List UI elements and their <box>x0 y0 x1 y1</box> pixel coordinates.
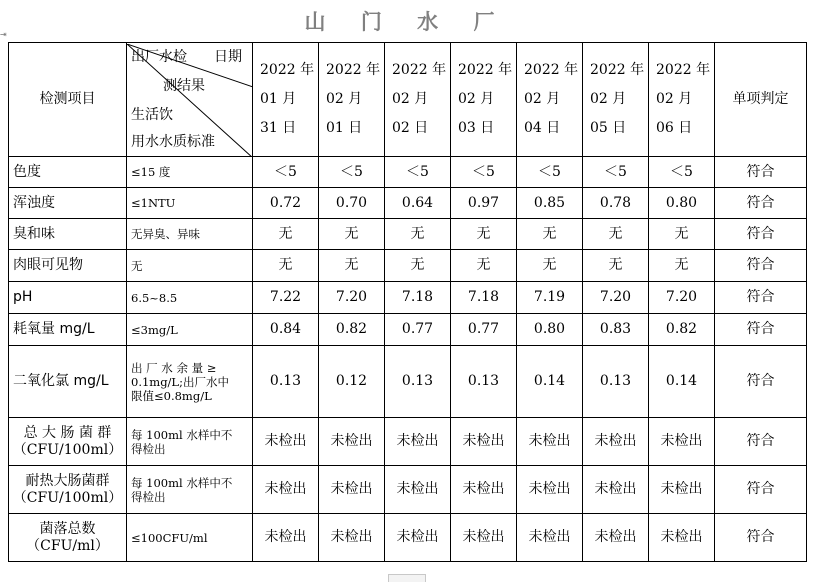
row-standard-line: ≤3mg/L <box>131 322 178 337</box>
table-row <box>9 219 807 250</box>
row-value: 未检出 <box>385 466 451 514</box>
row-value: 0.85 <box>517 188 583 219</box>
row-value: 无 <box>451 219 517 250</box>
row-value: ＜5 <box>451 157 517 188</box>
row-standard-line: 无异臭、异味 <box>131 227 200 241</box>
row-standard <box>127 282 253 314</box>
row-value: 未检出 <box>451 514 517 562</box>
row-item-line: （CFU/100ml） <box>12 489 123 506</box>
row-value: 0.14 <box>649 346 715 418</box>
row-item: 肉眼可见物 <box>9 250 127 282</box>
row-standard-line: 得检出 <box>131 489 166 504</box>
row-item <box>9 418 127 466</box>
row-item-line: （CFU/ml） <box>26 537 109 554</box>
row-standard-line: 每 100ml 水样中不 <box>131 427 233 442</box>
table-row <box>9 250 807 282</box>
header-date-1: 2022 年 02 月 01 日 <box>319 43 385 157</box>
header-date-2: 2022 年 02 月 02 日 <box>385 43 451 157</box>
row-value: 未检出 <box>583 514 649 562</box>
header-row <box>9 43 807 157</box>
row-item-line: 耐热大肠菌群 <box>25 472 110 489</box>
row-item: 色度 <box>9 157 127 188</box>
header-date-0: 2022 年 01 月 31 日 <box>253 43 319 157</box>
row-value: ＜5 <box>385 157 451 188</box>
row-item-line: 菌落总数 <box>39 520 96 537</box>
row-standard <box>127 188 253 219</box>
row-value: 未检出 <box>319 514 385 562</box>
row-value: 无 <box>517 250 583 282</box>
row-value: 未检出 <box>319 418 385 466</box>
row-verdict: 符合 <box>715 282 807 314</box>
row-standard-line: ≤15 度 <box>131 165 171 179</box>
row-standard <box>127 346 253 418</box>
row-standard-line: 0.1mg/L;出厂水中 <box>131 374 229 389</box>
row-standard-line: ≤1NTU <box>131 196 176 210</box>
row-value: 0.72 <box>253 188 319 219</box>
row-value: 0.13 <box>583 346 649 418</box>
table-row <box>9 514 807 562</box>
row-value: ＜5 <box>319 157 385 188</box>
row-value: 0.14 <box>517 346 583 418</box>
row-standard-line: 无 <box>131 258 143 273</box>
row-value: 0.13 <box>385 346 451 418</box>
row-item <box>9 514 127 562</box>
row-standard-line: 得检出 <box>131 441 166 456</box>
row-value: 未检出 <box>385 418 451 466</box>
row-standard-line: 限值≤0.8mg/L <box>131 388 212 403</box>
row-value: 0.97 <box>451 188 517 219</box>
row-item-line: 总 大 肠 菌 群 <box>23 424 112 441</box>
row-standard-line: 出 厂 水 余 量 ≥ <box>131 360 217 375</box>
row-item: 浑浊度 <box>9 188 127 219</box>
row-standard <box>127 157 253 188</box>
row-value: 未检出 <box>517 466 583 514</box>
row-value: 未检出 <box>649 466 715 514</box>
header-standard-label-1: 生活饮 <box>131 106 173 123</box>
row-value: 7.20 <box>319 282 385 314</box>
row-verdict: 符合 <box>715 314 807 346</box>
row-value: 0.80 <box>517 314 583 346</box>
row-item: 二氧化氯 mg/L <box>9 346 127 418</box>
row-value: 未检出 <box>253 418 319 466</box>
row-value: 未检出 <box>583 466 649 514</box>
row-value: 无 <box>649 250 715 282</box>
row-value: 未检出 <box>451 418 517 466</box>
row-standard <box>127 466 253 514</box>
row-verdict: 符合 <box>715 157 807 188</box>
row-verdict: 符合 <box>715 219 807 250</box>
row-verdict: 符合 <box>715 466 807 514</box>
header-verdict-col: 单项判定 <box>715 43 807 157</box>
row-verdict: 符合 <box>715 346 807 418</box>
header-result-label-2: 测结果 <box>163 77 205 94</box>
row-standard-line: 6.5~8.5 <box>131 290 178 305</box>
row-value: 7.18 <box>451 282 517 314</box>
row-standard <box>127 250 253 282</box>
row-verdict: 符合 <box>715 188 807 219</box>
row-standard-line: 每 100ml 水样中不 <box>131 475 233 490</box>
table-row <box>9 314 807 346</box>
row-value: 未检出 <box>253 514 319 562</box>
row-value: 未检出 <box>517 418 583 466</box>
row-value: 7.22 <box>253 282 319 314</box>
row-value: 无 <box>385 250 451 282</box>
row-value: 0.84 <box>253 314 319 346</box>
row-value: 7.18 <box>385 282 451 314</box>
row-value: 无 <box>649 219 715 250</box>
row-value: ＜5 <box>517 157 583 188</box>
row-verdict: 符合 <box>715 514 807 562</box>
header-standard-label-2: 用水水质标准 <box>131 133 215 150</box>
row-value: 0.12 <box>319 346 385 418</box>
row-value: ＜5 <box>583 157 649 188</box>
row-item: 臭和味 <box>9 219 127 250</box>
row-value: 无 <box>319 219 385 250</box>
row-value: 未检出 <box>583 418 649 466</box>
row-item <box>9 466 127 514</box>
row-value: 0.77 <box>451 314 517 346</box>
row-value: 无 <box>583 219 649 250</box>
row-standard-line: ≤100CFU/ml <box>131 530 208 545</box>
row-item-line: （CFU/100ml） <box>12 441 123 458</box>
header-date-4: 2022 年 02 月 04 日 <box>517 43 583 157</box>
row-value: 0.70 <box>319 188 385 219</box>
header-date-label: 日期 <box>214 48 242 65</box>
row-verdict: 符合 <box>715 250 807 282</box>
row-value: 0.82 <box>649 314 715 346</box>
row-value: 0.82 <box>319 314 385 346</box>
row-value: 未检出 <box>649 418 715 466</box>
row-value: 无 <box>253 250 319 282</box>
row-value: 未检出 <box>451 466 517 514</box>
row-standard <box>127 418 253 466</box>
row-value: 未检出 <box>253 466 319 514</box>
header-result-label-1: 出厂水检 <box>131 48 187 65</box>
row-value: 0.13 <box>451 346 517 418</box>
tab-marker-icon: ⇥ <box>0 30 7 39</box>
row-value: 7.20 <box>583 282 649 314</box>
row-value: 0.64 <box>385 188 451 219</box>
row-value: 无 <box>385 219 451 250</box>
table-row <box>9 466 807 514</box>
row-value: 无 <box>451 250 517 282</box>
table-row <box>9 282 807 314</box>
row-value: 0.80 <box>649 188 715 219</box>
row-value: 0.78 <box>583 188 649 219</box>
header-item-col: 检测项目 <box>9 43 127 157</box>
row-item: pH <box>9 282 127 314</box>
row-value: 未检出 <box>385 514 451 562</box>
water-quality-table <box>8 42 807 562</box>
row-value: 0.13 <box>253 346 319 418</box>
table-row <box>9 188 807 219</box>
row-item: 耗氧量 mg/L <box>9 314 127 346</box>
header-date-5: 2022 年 02 月 05 日 <box>583 43 649 157</box>
row-standard <box>127 219 253 250</box>
row-value: ＜5 <box>649 157 715 188</box>
row-value: ＜5 <box>253 157 319 188</box>
row-standard <box>127 514 253 562</box>
row-value: 无 <box>583 250 649 282</box>
row-value: 无 <box>253 219 319 250</box>
row-value: 无 <box>319 250 385 282</box>
row-verdict: 符合 <box>715 418 807 466</box>
page-title: 山 门 水 厂 <box>304 10 509 34</box>
row-value: 未检出 <box>517 514 583 562</box>
row-standard <box>127 314 253 346</box>
table-row <box>9 346 807 418</box>
row-value: 0.83 <box>583 314 649 346</box>
row-value: 7.19 <box>517 282 583 314</box>
header-date-6: 2022 年 02 月 06 日 <box>649 43 715 157</box>
header-diagonal-cell <box>127 43 253 157</box>
row-value: 7.20 <box>649 282 715 314</box>
table-row <box>9 157 807 188</box>
table-row <box>9 418 807 466</box>
row-value: 未检出 <box>649 514 715 562</box>
row-value: 未检出 <box>319 466 385 514</box>
header-date-3: 2022 年 02 月 03 日 <box>451 43 517 157</box>
row-value: 无 <box>517 219 583 250</box>
row-value: 0.77 <box>385 314 451 346</box>
